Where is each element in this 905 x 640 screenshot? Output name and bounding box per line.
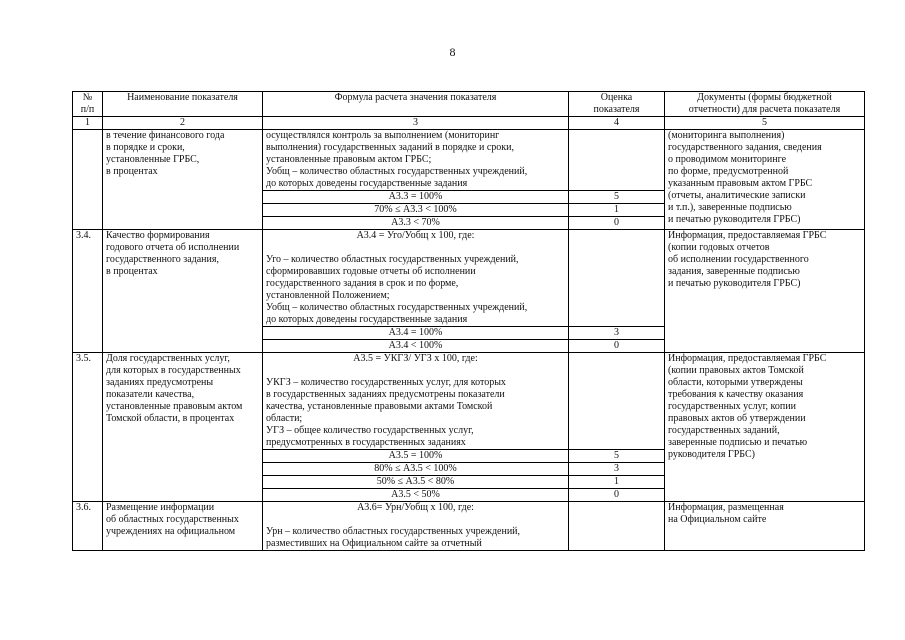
documents: Информация, предоставляемая ГРБС (копии годовых отчетов об исполнении государственного задания, заверенные подписью и печатью руководителя ГРБС) <box>665 230 865 353</box>
score-value: 3 <box>569 463 665 476</box>
indicator-name: в течение финансового года в порядке и сроки, установленные ГРБС, в процентах <box>103 130 263 230</box>
formula-expression: А3.6= Урн/Уобщ х 100, где: <box>357 502 474 513</box>
score-condition: 50% ≤ А3.5 < 80% <box>263 476 569 489</box>
page-number: 8 <box>449 45 456 59</box>
header-indicator-name: Наименование показателя <box>103 92 263 117</box>
score-empty <box>569 130 665 191</box>
row-number <box>73 130 103 230</box>
score-value: 3 <box>569 327 665 340</box>
score-empty <box>569 502 665 551</box>
score-condition: А3.5 < 50% <box>263 489 569 502</box>
column-number: 3 <box>263 117 569 130</box>
formula: А3.4 = Уго/Уобщ х 100, где: Уго – количество областных государственных учреждений, сформировавших годовые отчеты об исполнении государственного задания в срок и по форме, установленной Положением; Уобщ – количество областных государственных учреждений, до которых доведены государственные задания <box>263 230 569 327</box>
score-value: 0 <box>569 217 665 230</box>
column-number: 5 <box>665 117 865 130</box>
table-row <box>73 130 865 191</box>
header-number: № п/п <box>73 92 103 117</box>
table-header-row <box>73 92 865 117</box>
column-number: 4 <box>569 117 665 130</box>
documents: (мониторинга выполнения) государственного задания, сведения о проводимом мониторинге по форме, предусмотренной указанным правовым актом ГРБС (отчеты, аналитические записки и т.п.), заверенные подписью и печатью руководителя ГРБС) <box>665 130 865 230</box>
score-value: 0 <box>569 489 665 502</box>
row-number: 3.6. <box>73 502 103 551</box>
score-condition: 70% ≤ А3.3 < 100% <box>263 204 569 217</box>
score-condition: А3.4 < 100% <box>263 340 569 353</box>
row-number: 3.5. <box>73 353 103 502</box>
documents: Информация, предоставляемая ГРБС (копии правовых актов Томской области, которыми утверждены требования к качеству оказания государственных услуг, копии правовых актов об утверждении государственных заданий, заверенные подписью и печатью руководителя ГРБС) <box>665 353 865 502</box>
score-condition: А3.5 = 100% <box>263 450 569 463</box>
score-condition: 80% ≤ А3.5 < 100% <box>263 463 569 476</box>
indicator-name: Размещение информации об областных государственных учреждениях на официальном <box>103 502 263 551</box>
formula: А3.6= Урн/Уобщ х 100, где: Урн – количество областных государственных учреждений, разместивших на Официальном сайте за отчетный <box>263 502 569 551</box>
table-row <box>73 502 865 551</box>
score-condition: А3.4 = 100% <box>263 327 569 340</box>
formula: А3.5 = УКГЗ/ УГЗ х 100, где: УКГЗ – количество государственных услуг, для которых в государственных заданиях предусмотрены показатели качества, установленные правовыми актами Томской области; УГЗ – общее количество государственных услуг, предусмотренных в государственных заданиях <box>263 353 569 450</box>
header-documents: Документы (формы бюджетной отчетности) для расчета показателя <box>665 92 865 117</box>
documents: Информация, размещенная на Официальном сайте <box>665 502 865 551</box>
row-number: 3.4. <box>73 230 103 353</box>
table-row <box>73 353 865 450</box>
score-empty <box>569 353 665 450</box>
score-value: 0 <box>569 340 665 353</box>
column-number: 1 <box>73 117 103 130</box>
header-formula: Формула расчета значения показателя <box>263 92 569 117</box>
score-value: 5 <box>569 191 665 204</box>
score-empty <box>569 230 665 327</box>
indicators-table <box>72 91 865 551</box>
formula: осуществлялся контроль за выполнением (мониторинг выполнения) государственных заданий в порядке и сроки, установленные правовым актом ГРБС; Уобщ – количество областных государственных учреждений, до которых доведены государственные задания <box>263 130 569 191</box>
column-number: 2 <box>103 117 263 130</box>
column-numbers-row <box>73 117 865 130</box>
score-condition: А3.3 = 100% <box>263 191 569 204</box>
formula-expression: А3.4 = Уго/Уобщ х 100, где: <box>356 230 475 241</box>
score-value: 1 <box>569 204 665 217</box>
header-score: Оценка показателя <box>569 92 665 117</box>
indicator-name: Доля государственных услуг, для которых в государственных заданиях предусмотрены показатели качества, установленные правовым актом Томской области, в процентах <box>103 353 263 502</box>
score-condition: А3.3 < 70% <box>263 217 569 230</box>
score-value: 5 <box>569 450 665 463</box>
table-row <box>73 230 865 327</box>
indicator-name: Качество формирования годового отчета об исполнении государственного задания, в процентах <box>103 230 263 353</box>
formula-expression: А3.5 = УКГЗ/ УГЗ х 100, где: <box>353 353 478 364</box>
score-value: 1 <box>569 476 665 489</box>
